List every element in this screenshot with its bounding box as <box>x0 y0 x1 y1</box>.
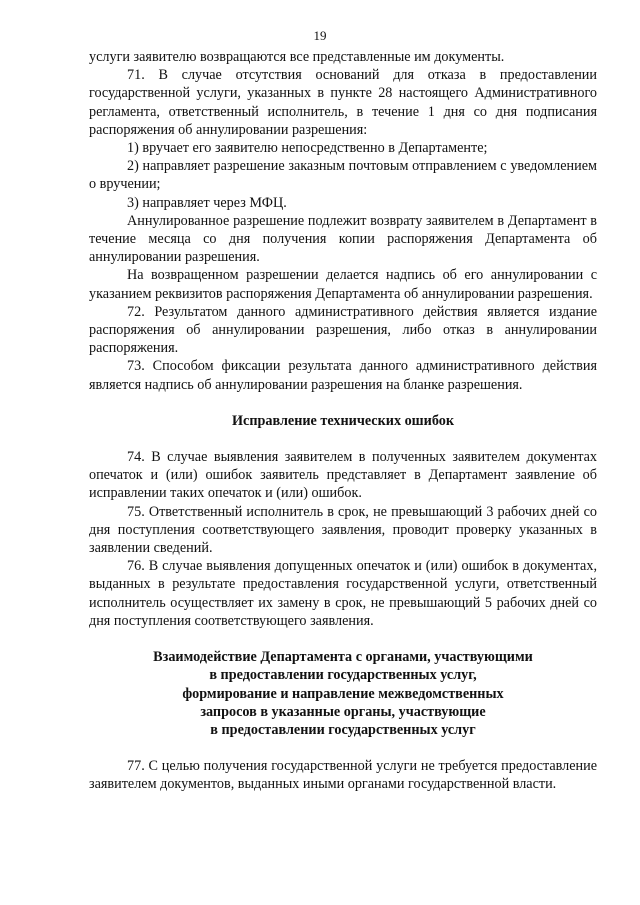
paragraph-73: 73. Способом фиксации результата данного административного действия является надпись об аннулировании разрешения на бланке разрешения. <box>89 358 597 393</box>
section-heading-line: в предоставлении государственных услуг <box>210 721 476 738</box>
paragraph-annulled-return: Аннулированное разрешение подлежит возврату заявителем в Департамент в течение месяца со дня получения копии распоряжения Департамента об аннулировании разрешения. <box>89 212 597 266</box>
paragraph-71: 71. В случае отсутствия оснований для отказа в предоставлении государственной услуги, указанных в пункте 28 настоящего Административного регламента, ответственный исполнитель, в течение 1 дня со дня подписания распоряжения об аннулировании разрешения: <box>89 67 597 138</box>
paragraph-77: 77. С целью получения государственной услуги не требуется предоставление заявителем документов, выданных иными органами государственной власти. <box>89 758 597 793</box>
section-heading-line: в предоставлении государственных услуг, <box>209 667 477 684</box>
paragraph-72: 72. Результатом данного административного действия является издание распоряжения об аннулировании разрешения, либо отказ в аннулировании распоряжения. <box>89 303 597 357</box>
paragraph-continuation: услуги заявителю возвращаются все представленные им документы. <box>89 49 505 65</box>
section-heading-line: Взаимодействие Департамента с органами, участвующими <box>153 649 533 666</box>
document-body <box>89 48 597 794</box>
paragraph-74: 74. В случае выявления заявителем в полученных заявителем документах опечаток и (или) ошибок заявитель представляет в Департамент заявление об исправлении таких опечаток и (или) ошибок. <box>89 449 597 502</box>
paragraph-75: 75. Ответственный исполнитель в срок, не превышающий 3 рабочих дней со дня поступления соответствующего заявления, проводит проверку указанных в заявлении сведений. <box>89 503 597 557</box>
list-item-3: 3) направляет через МФЦ. <box>127 194 287 211</box>
section-heading-line: запросов в указанные органы, участвующие <box>200 703 486 720</box>
list-item-2: 2) направляет разрешение заказным почтовым отправлением с уведомлением о вручении; <box>89 158 597 193</box>
page-number: 19 <box>313 28 327 43</box>
section-heading-interaction <box>89 648 597 739</box>
paragraph-76: 76. В случае выявления допущенных опечаток и (или) ошибок в документах, выданных в результате предоставления государственной услуги, ответственный исполнитель осуществляет их замену в срок, не превышающий 5 рабочих дней со дня поступления соответствующего заявления. <box>89 558 597 629</box>
list-item-1: 1) вручает его заявителю непосредственно в Департаменте; <box>127 140 488 157</box>
paragraph-annulled-mark: На возвращенном разрешении делается надпись об его аннулировании с указанием реквизитов распоряжения Департамента об аннулировании разрешения. <box>89 267 597 302</box>
section-heading-line: формирование и направление межведомственных <box>182 685 504 702</box>
section-heading-technical-errors: Исправление технических ошибок <box>231 412 455 429</box>
